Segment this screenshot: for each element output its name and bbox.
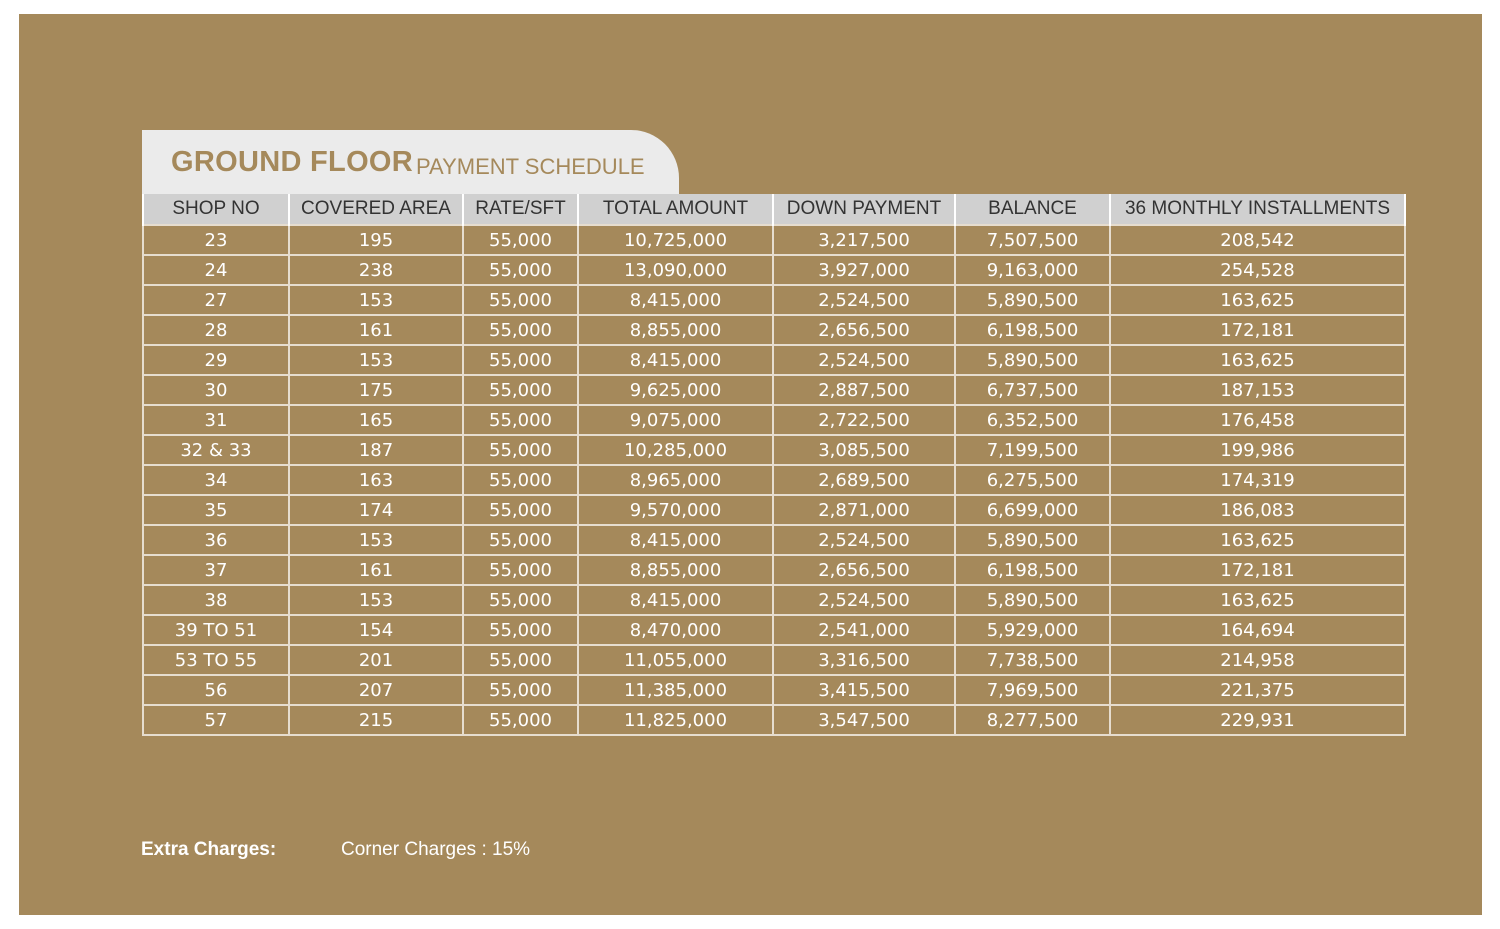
table-cell: 6,737,500 — [955, 375, 1110, 405]
table-cell: 163,625 — [1110, 585, 1405, 615]
table-cell: 3,547,500 — [773, 705, 955, 735]
table-cell: 176,458 — [1110, 405, 1405, 435]
table-cell: 39 TO 51 — [143, 615, 289, 645]
table-cell: 154 — [289, 615, 463, 645]
table-cell: 174 — [289, 495, 463, 525]
table-cell: 10,725,000 — [578, 225, 773, 255]
table-cell: 13,090,000 — [578, 255, 773, 285]
table-cell: 56 — [143, 675, 289, 705]
table-cell: 3,927,000 — [773, 255, 955, 285]
table-cell: 11,385,000 — [578, 675, 773, 705]
column-header: 36 MONTHLY INSTALLMENTS — [1110, 194, 1405, 225]
page-subtitle: PAYMENT SCHEDULE — [416, 154, 645, 179]
table-cell: 55,000 — [463, 705, 578, 735]
table-cell: 2,871,000 — [773, 495, 955, 525]
table-cell: 55,000 — [463, 435, 578, 465]
table-cell: 7,507,500 — [955, 225, 1110, 255]
table-cell: 8,415,000 — [578, 285, 773, 315]
table-cell: 199,986 — [1110, 435, 1405, 465]
table-cell: 2,541,000 — [773, 615, 955, 645]
table-row — [143, 645, 1405, 675]
table-cell: 6,198,500 — [955, 555, 1110, 585]
table-cell: 34 — [143, 465, 289, 495]
table-cell: 8,415,000 — [578, 585, 773, 615]
table-cell: 153 — [289, 585, 463, 615]
table-cell: 163,625 — [1110, 525, 1405, 555]
table-cell: 23 — [143, 225, 289, 255]
table-cell: 207 — [289, 675, 463, 705]
table-cell: 5,890,500 — [955, 525, 1110, 555]
table-cell: 2,656,500 — [773, 315, 955, 345]
table-cell: 153 — [289, 525, 463, 555]
table-cell: 165 — [289, 405, 463, 435]
table-cell: 24 — [143, 255, 289, 285]
table-cell: 2,524,500 — [773, 525, 955, 555]
table-cell: 195 — [289, 225, 463, 255]
table-cell: 172,181 — [1110, 555, 1405, 585]
table-cell: 7,969,500 — [955, 675, 1110, 705]
table-cell: 208,542 — [1110, 225, 1405, 255]
table-cell: 29 — [143, 345, 289, 375]
table-cell: 55,000 — [463, 255, 578, 285]
table-row — [143, 315, 1405, 345]
table-cell: 11,825,000 — [578, 705, 773, 735]
table-cell: 3,316,500 — [773, 645, 955, 675]
table-cell: 214,958 — [1110, 645, 1405, 675]
table-cell: 2,656,500 — [773, 555, 955, 585]
table-row — [143, 615, 1405, 645]
table-cell: 2,689,500 — [773, 465, 955, 495]
table-cell: 27 — [143, 285, 289, 315]
table-cell: 2,524,500 — [773, 585, 955, 615]
table-cell: 172,181 — [1110, 315, 1405, 345]
table-cell: 3,217,500 — [773, 225, 955, 255]
table-cell: 55,000 — [463, 225, 578, 255]
table-cell: 164,694 — [1110, 615, 1405, 645]
table-cell: 8,470,000 — [578, 615, 773, 645]
table-cell: 32 & 33 — [143, 435, 289, 465]
table-cell: 7,199,500 — [955, 435, 1110, 465]
table-cell: 8,277,500 — [955, 705, 1110, 735]
table-header-row — [143, 194, 1405, 225]
table-cell: 9,163,000 — [955, 255, 1110, 285]
table-row — [143, 495, 1405, 525]
table-cell: 254,528 — [1110, 255, 1405, 285]
column-header: BALANCE — [955, 194, 1110, 225]
table-body — [143, 225, 1405, 735]
table-cell: 55,000 — [463, 675, 578, 705]
title-tab — [142, 130, 679, 194]
table-cell: 163 — [289, 465, 463, 495]
table-cell: 6,352,500 — [955, 405, 1110, 435]
table-cell: 186,083 — [1110, 495, 1405, 525]
table-cell: 38 — [143, 585, 289, 615]
table-cell: 6,198,500 — [955, 315, 1110, 345]
table-cell: 8,965,000 — [578, 465, 773, 495]
table-cell: 3,085,500 — [773, 435, 955, 465]
table-cell: 221,375 — [1110, 675, 1405, 705]
table-row — [143, 405, 1405, 435]
table-cell: 8,855,000 — [578, 315, 773, 345]
table-cell: 9,625,000 — [578, 375, 773, 405]
table-cell: 55,000 — [463, 375, 578, 405]
table-cell: 6,275,500 — [955, 465, 1110, 495]
table-cell: 161 — [289, 315, 463, 345]
table-cell: 31 — [143, 405, 289, 435]
table-cell: 8,415,000 — [578, 525, 773, 555]
table-cell: 7,738,500 — [955, 645, 1110, 675]
table-cell: 215 — [289, 705, 463, 735]
table-row — [143, 585, 1405, 615]
column-header: TOTAL AMOUNT — [578, 194, 773, 225]
table-cell: 8,855,000 — [578, 555, 773, 585]
table-cell: 10,285,000 — [578, 435, 773, 465]
table-cell: 55,000 — [463, 315, 578, 345]
table-cell: 35 — [143, 495, 289, 525]
table-cell: 5,890,500 — [955, 345, 1110, 375]
table-cell: 55,000 — [463, 555, 578, 585]
table-row — [143, 375, 1405, 405]
table-cell: 187 — [289, 435, 463, 465]
payment-schedule-table — [142, 194, 1406, 736]
table-cell: 174,319 — [1110, 465, 1405, 495]
table-cell: 55,000 — [463, 465, 578, 495]
table-cell: 238 — [289, 255, 463, 285]
corner-charges-value: Corner Charges : 15% — [341, 839, 531, 860]
table-cell: 6,699,000 — [955, 495, 1110, 525]
table-cell: 3,415,500 — [773, 675, 955, 705]
table-cell: 2,722,500 — [773, 405, 955, 435]
column-header: SHOP NO — [143, 194, 289, 225]
table-row — [143, 465, 1405, 495]
column-header: DOWN PAYMENT — [773, 194, 955, 225]
page-title: GROUND FLOOR — [171, 146, 414, 178]
table-row — [143, 345, 1405, 375]
table-cell: 201 — [289, 645, 463, 675]
table-cell: 55,000 — [463, 645, 578, 675]
table-cell: 9,075,000 — [578, 405, 773, 435]
extra-charges-label: Extra Charges: — [141, 839, 277, 860]
table-cell: 55,000 — [463, 345, 578, 375]
table-cell: 5,929,000 — [955, 615, 1110, 645]
table-cell: 175 — [289, 375, 463, 405]
table-cell: 55,000 — [463, 615, 578, 645]
table-row — [143, 705, 1405, 735]
table-row — [143, 225, 1405, 255]
table-cell: 55,000 — [463, 495, 578, 525]
table-cell: 30 — [143, 375, 289, 405]
table-cell: 53 TO 55 — [143, 645, 289, 675]
table-cell: 2,524,500 — [773, 285, 955, 315]
table-cell: 2,524,500 — [773, 345, 955, 375]
table-cell: 11,055,000 — [578, 645, 773, 675]
table-cell: 229,931 — [1110, 705, 1405, 735]
table-cell: 163,625 — [1110, 345, 1405, 375]
table-cell: 55,000 — [463, 285, 578, 315]
table-row — [143, 525, 1405, 555]
table-cell: 187,153 — [1110, 375, 1405, 405]
table-cell: 9,570,000 — [578, 495, 773, 525]
table-cell: 5,890,500 — [955, 585, 1110, 615]
table-cell: 28 — [143, 315, 289, 345]
column-header: COVERED AREA — [289, 194, 463, 225]
table-cell: 57 — [143, 705, 289, 735]
table-row — [143, 255, 1405, 285]
table-row — [143, 285, 1405, 315]
table-cell: 55,000 — [463, 525, 578, 555]
table-row — [143, 675, 1405, 705]
table-cell: 55,000 — [463, 405, 578, 435]
table-cell: 8,415,000 — [578, 345, 773, 375]
table-row — [143, 435, 1405, 465]
column-header: RATE/SFT — [463, 194, 578, 225]
table-cell: 153 — [289, 345, 463, 375]
table-row — [143, 555, 1405, 585]
table-cell: 36 — [143, 525, 289, 555]
table-cell: 55,000 — [463, 585, 578, 615]
table-cell: 2,887,500 — [773, 375, 955, 405]
table-cell: 37 — [143, 555, 289, 585]
table-cell: 161 — [289, 555, 463, 585]
table-cell: 163,625 — [1110, 285, 1405, 315]
table-cell: 5,890,500 — [955, 285, 1110, 315]
table-cell: 153 — [289, 285, 463, 315]
